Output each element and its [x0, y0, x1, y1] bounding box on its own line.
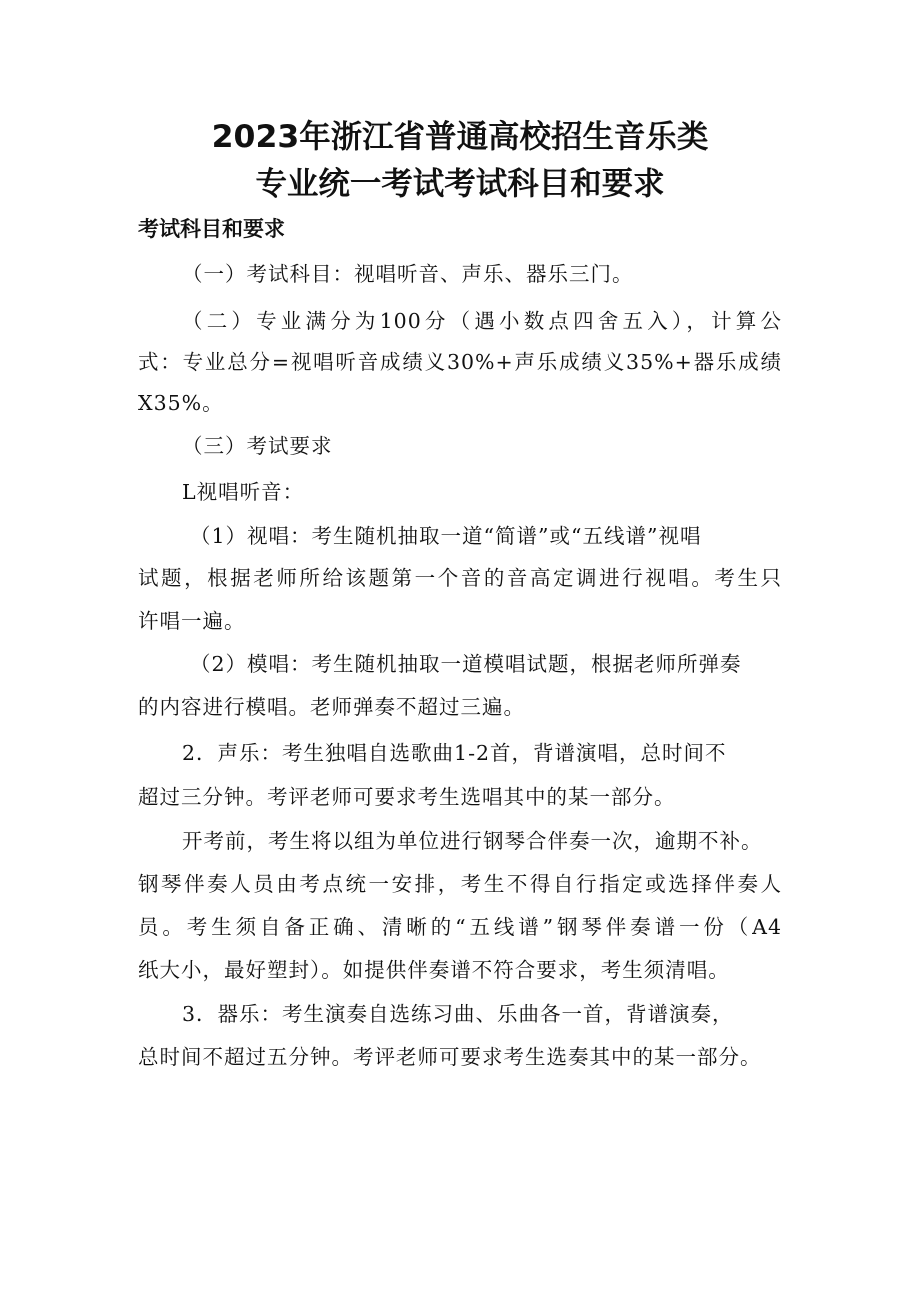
paragraph-score-formula-line-2: 式：专业总分=视唱听音成绩义30%+声乐成绩义35%+器乐成绩: [138, 350, 782, 374]
paragraph-accompaniment-line-1: 开考前，考生将以组为单位进行钢琴合伴奏一次，逾期不补。: [182, 829, 763, 853]
paragraph-sight-singing-line-3: 许唱一遍。: [138, 609, 246, 633]
paragraph-accompaniment-line-4: 纸大小，最好塑封）。如提供伴奏谱不符合要求，考生须清唱。: [138, 958, 730, 982]
paragraph-exam-requirements-heading: （三）考试要求: [182, 434, 333, 458]
paragraph-sight-singing-line-2: 试题，根据老师所给该题第一个音的音高定调进行视唱。考生只: [138, 566, 782, 590]
paragraph-accompaniment-line-2: 钢琴伴奏人员由考点统一安排，考生不得自行指定或选择伴奏人: [138, 872, 782, 896]
paragraph-imitation-singing-line-1: （2）模唱：考生随机抽取一道模唱试题，根据老师所弹奏: [190, 652, 742, 676]
paragraph-exam-subjects: （一）考试科目：视唱听音、声乐、器乐三门。: [182, 262, 634, 286]
paragraph-vocal-line-1: 2．声乐：考生独唱自选歌曲1-2首，背谱演唱，总时间不: [182, 741, 727, 765]
paragraph-score-formula-line-1: （二）专业满分为100分（遇小数点四舍五入），计算公: [182, 309, 782, 333]
paragraph-score-formula-line-3: X35%。: [138, 391, 224, 415]
document-title-line-2: 专业统一考试考试科目和要求: [255, 166, 665, 202]
document-title-line-1: 2023年浙江省普通高校招生音乐类: [211, 119, 709, 155]
paragraph-vocal-line-2: 超过三分钟。考评老师可要求考生选唱其中的某一部分。: [138, 785, 676, 809]
paragraph-instrumental-line-2: 总时间不超过五分钟。考评老师可要求考生选奏其中的某一部分。: [138, 1045, 762, 1069]
section-heading: 考试科目和要求: [138, 217, 285, 241]
paragraph-instrumental-line-1: 3．器乐：考生演奏自选练习曲、乐曲各一首，背谱演奏，: [182, 1002, 734, 1026]
paragraph-imitation-singing-line-2: 的内容进行模唱。老师弹奏不超过三遍。: [138, 695, 525, 719]
paragraph-sight-singing-line-1: （1）视唱：考生随机抽取一道“简谱”或“五线谱”视唱: [190, 524, 702, 548]
paragraph-accompaniment-line-3: 员。考生须自备正确、清晰的“五线谱”钢琴伴奏谱一份（A4: [138, 915, 782, 939]
paragraph-sight-singing-heading: L视唱听音：: [182, 480, 305, 504]
